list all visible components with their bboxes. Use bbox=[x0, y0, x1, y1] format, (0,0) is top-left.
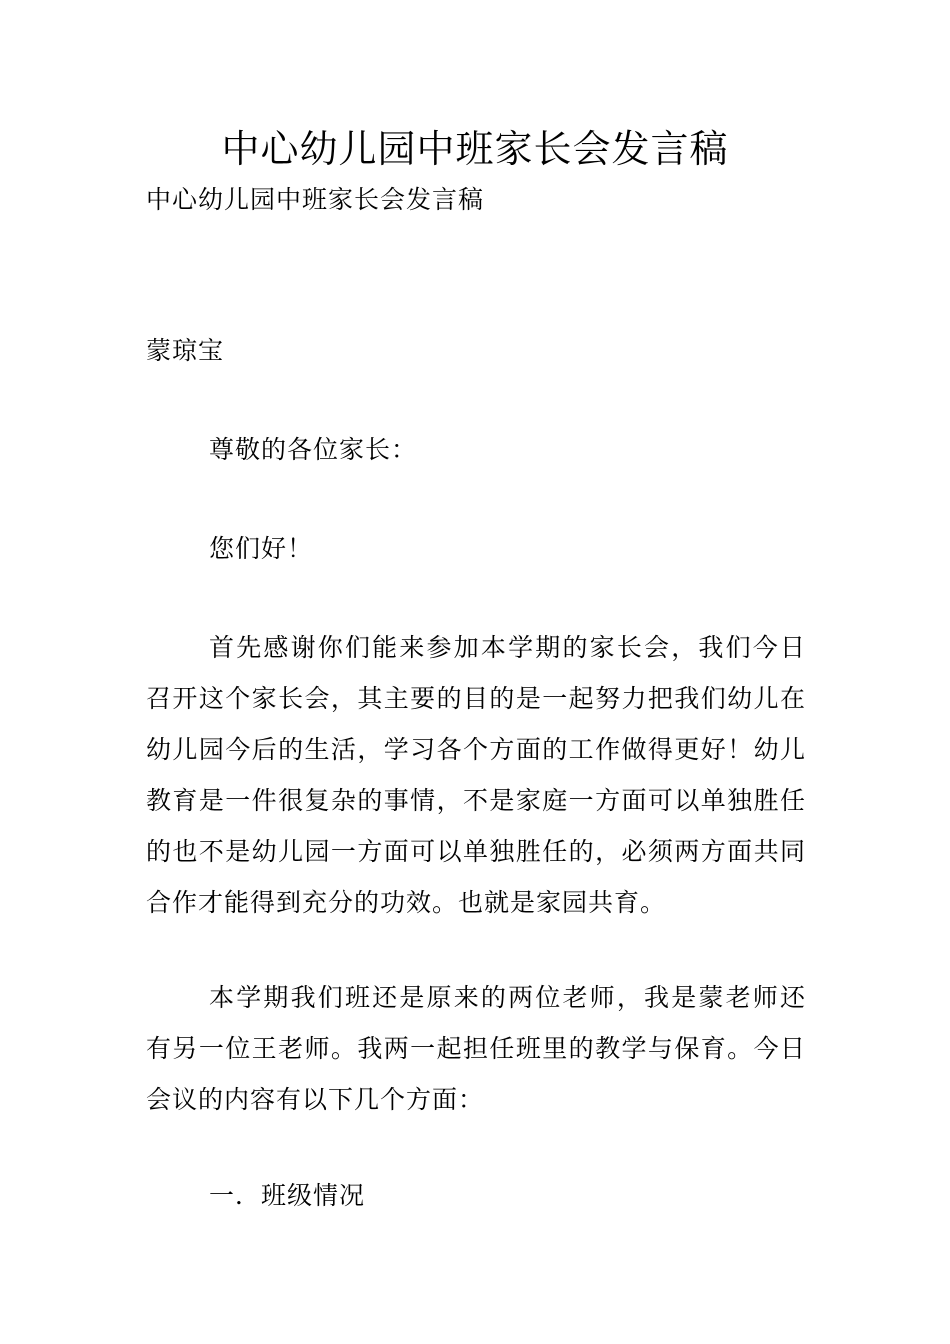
greeting: 您们好！ bbox=[209, 534, 314, 563]
salutation: 尊敬的各位家长： bbox=[209, 435, 418, 464]
document-subtitle: 中心幼儿园中班家长会发言稿 bbox=[146, 185, 485, 214]
paragraph-intro: 首先感谢你们能来参加本学期的家长会，我们今日召开这个家长会，其主要的目的是一起努力把我们幼儿在幼儿园今后的生活，学习各个方面的工作做得更好！幼儿教育是一件很复杂的事情，不是家庭一方面可以单独胜任的也不是幼儿园一方面可以单独胜任的，必须两方面共同合作才能得到充分的功效。也就是家园共育。 bbox=[146, 633, 806, 917]
section-heading-class-situation: 一．班级情况 bbox=[209, 1181, 366, 1210]
document-title: 中心幼儿园中班家长会发言稿 bbox=[221, 127, 729, 171]
author-name: 蒙琼宝 bbox=[146, 336, 225, 365]
paragraph-teachers: 本学期我们班还是原来的两位老师，我是蒙老师还有另一位王老师。我两一起担任班里的教学与保育。今日会议的内容有以下几个方面： bbox=[146, 983, 806, 1114]
